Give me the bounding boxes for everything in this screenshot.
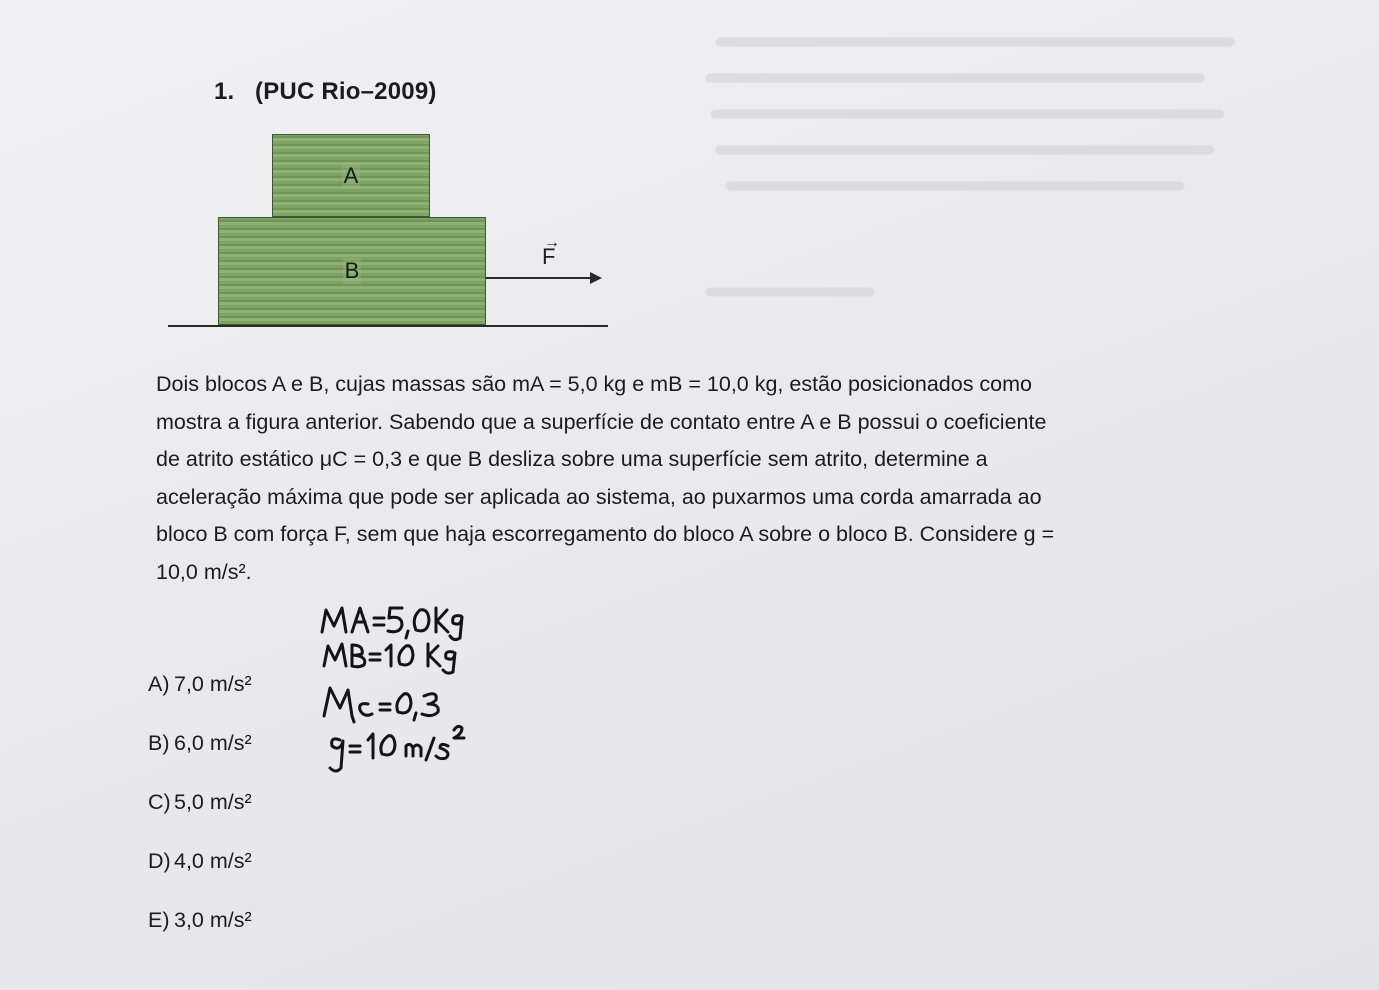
answer-letter: E) xyxy=(148,908,170,932)
force-arrow-icon xyxy=(486,268,606,288)
answer-option-b[interactable] xyxy=(148,731,252,790)
question-header xyxy=(214,78,437,106)
answer-value: 3,0 m/s² xyxy=(174,908,252,932)
block-b xyxy=(218,217,486,325)
statement-line: aceleração máxima que pode ser aplicada ao sistema, ao puxarmos uma corda amarrada ao xyxy=(156,484,1042,509)
problem-statement xyxy=(156,366,1256,591)
statement-line: de atrito estático μC = 0,3 e que B desliza sobre uma superfície sem atrito, determine a xyxy=(156,447,988,471)
answer-letter: D) xyxy=(148,849,171,873)
block-a-label: A xyxy=(343,162,359,188)
answer-value: 6,0 m/s² xyxy=(174,731,252,755)
answer-value: 7,0 m/s² xyxy=(174,672,252,696)
question-source: (PUC Rio–2009) xyxy=(255,78,437,105)
statement-line: 10,0 m/s². xyxy=(156,559,252,584)
statement-line: bloco B com força F, sem que haja escorregamento do bloco A sobre o bloco B. Considere g = xyxy=(156,522,1055,546)
answer-option-e[interactable] xyxy=(148,908,252,967)
blocks-figure xyxy=(160,128,620,338)
statement-line: mostra a figura anterior. Sabendo que a superfície de contato entre A e B possui o coeficiente xyxy=(156,409,1047,434)
answer-value: 4,0 m/s² xyxy=(174,849,252,873)
answer-value: 5,0 m/s² xyxy=(174,790,252,814)
force-label xyxy=(542,234,560,270)
handwritten-notes xyxy=(316,598,556,808)
ground-line xyxy=(168,325,608,327)
force-vector-mark: → xyxy=(544,234,560,251)
show-through-text xyxy=(700,30,1240,330)
answer-option-a[interactable] xyxy=(148,672,252,731)
question-number: 1. xyxy=(214,78,235,105)
answer-option-c[interactable] xyxy=(148,790,252,849)
force-letter: F xyxy=(542,244,556,269)
answer-options xyxy=(148,672,252,967)
block-b-label: B xyxy=(344,258,360,283)
answer-letter: C) xyxy=(148,790,171,814)
answer-letter: A) xyxy=(148,672,170,696)
statement-line: Dois blocos A e B, cujas massas são mA = 5,0 kg e mB = 10,0 kg, estão posicionados como xyxy=(156,372,1032,396)
answer-option-d[interactable] xyxy=(148,849,252,908)
show-through-lines xyxy=(700,30,1240,330)
answer-letter: B) xyxy=(148,731,170,755)
block-a xyxy=(272,134,430,217)
